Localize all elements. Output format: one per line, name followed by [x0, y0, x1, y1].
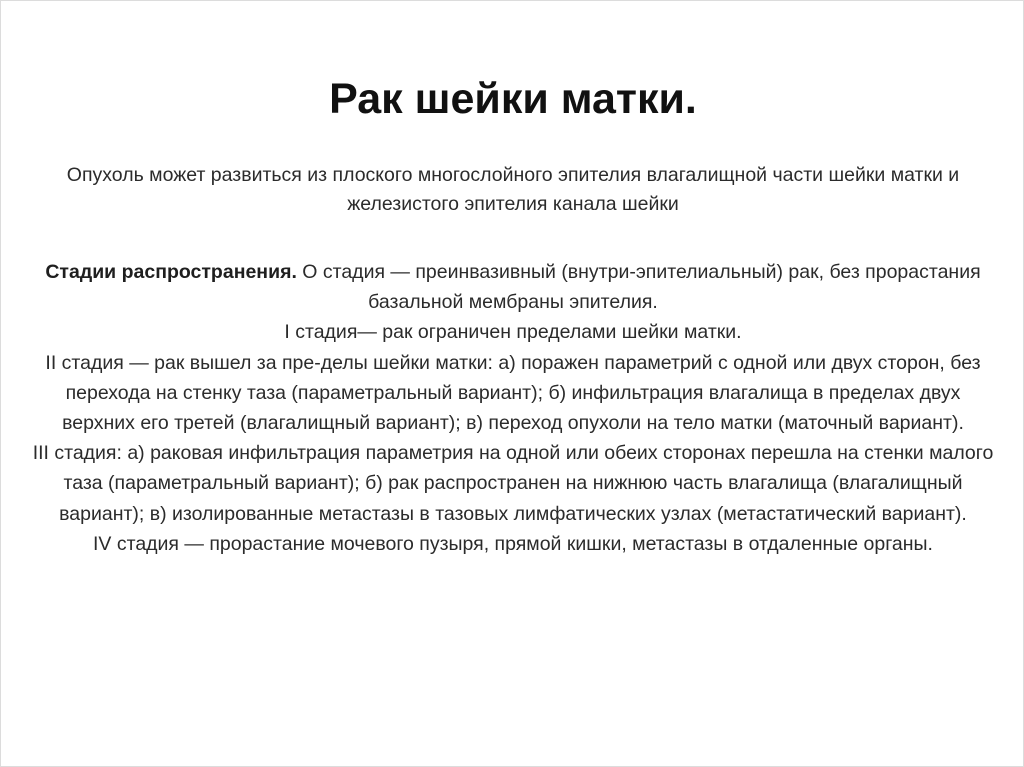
stage-3-text: III стадия: а) раковая инфильтрация параметрия на одной или обеих сторонах перешла на стенки малого таза (параметральный вариант); б) рак распространен на нижнюю часть влагалища (влагалищный вариант); в) изолированные метастазы в тазовых лимфатических узлах (метастатический вариант).: [32, 442, 994, 525]
intro-paragraph: Опухоль может развиться из плоского многослойного эпителия влагалищной части шейки матки и железистого эпителия канала шейки: [66, 164, 960, 215]
stages-block: [29, 257, 997, 559]
stages-heading: Стадии распространения.: [45, 261, 297, 283]
stage-0-text: О стадия — преинвазивный (внутри-эпителиальный) рак, без прорастания базальной мембраны эпителия.: [296, 261, 981, 314]
stage-1-text: I стадия— рак ограничен пределами шейки матки.: [284, 321, 742, 344]
stage-4-text: IV стадия — прорастание мочевого пузыря, прямой кишки, метастазы в отдаленные органы.: [93, 532, 933, 555]
stage-2-text: II стадия — рак вышел за пре-делы шейки матки: а) поражен параметрий с одной или двух сторон, без перехода на стенку таза (параметральный вариант); б) инфильтрация влагалища в пределах двух верхних его третей (влагалищный вариант); в) переход опухоли на тело матки (маточный вариант).: [45, 351, 981, 435]
stage-0-line: [29, 257, 997, 317]
slide-title: Рак шейки матки.: [329, 75, 697, 123]
